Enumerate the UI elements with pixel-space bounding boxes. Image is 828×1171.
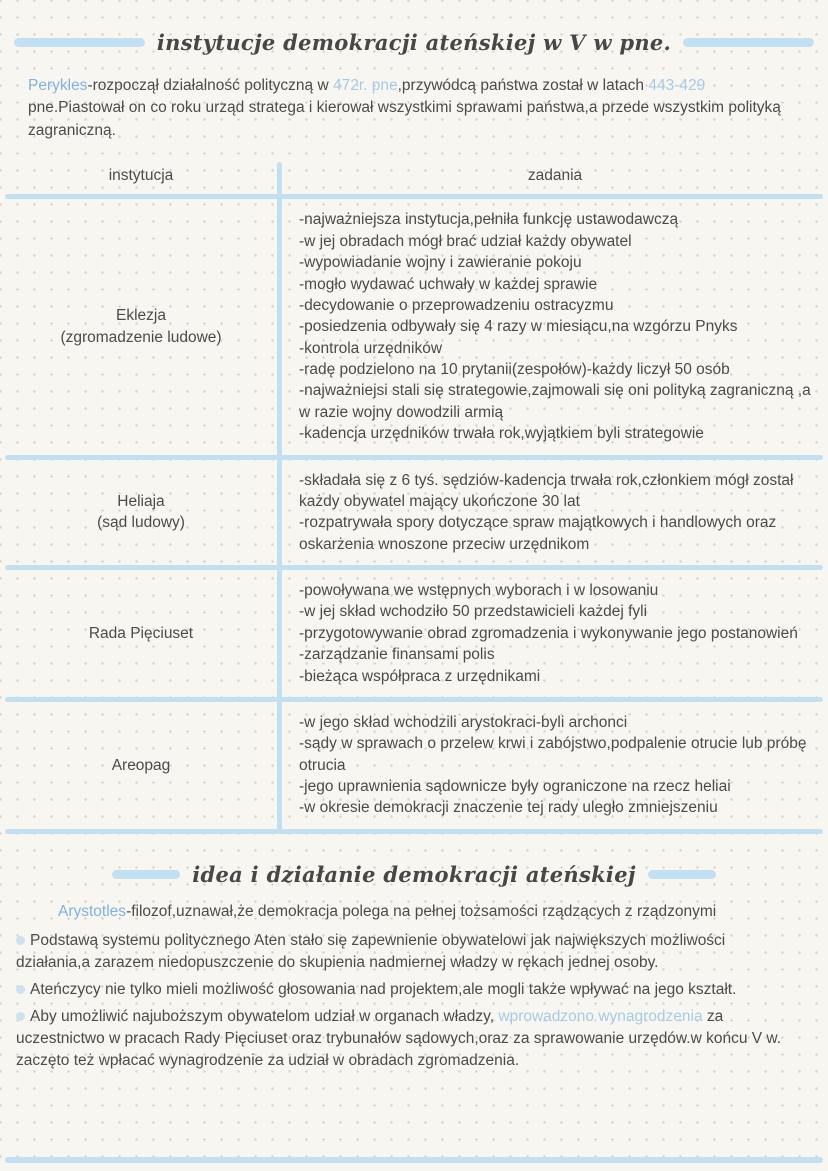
- table-row: [0, 702, 828, 829]
- bullet-text: [30, 981, 736, 998]
- task-line: -kadencja urzędników trwała rok,wyjątkiem byli strategowie: [299, 425, 704, 443]
- task-list: [282, 468, 828, 558]
- institution-cell: [0, 468, 282, 558]
- header-institution: instytucja: [108, 167, 174, 185]
- bullets: [16, 930, 802, 1072]
- intro-segment: -rozpoczął działalność polityczną w: [87, 77, 333, 94]
- task-line: -mogło wydawać uchwały w każdej sprawie: [299, 275, 598, 293]
- bullet-text: [16, 1008, 781, 1069]
- title-decoration-bar-left: [14, 38, 145, 47]
- header-tasks: zadania: [527, 167, 583, 185]
- institution-name: Rada Pięciuset: [88, 624, 194, 642]
- task-line: -radę podzielono na 10 prytanii(zespołów)-każdy liczył 50 osób: [299, 361, 730, 379]
- row-separator: [5, 455, 823, 460]
- task-line: -sądy w sprawach o przelew krwi i zabójstwo,podpalenie otrucie lub próbę otrucia: [299, 735, 807, 774]
- bullet-dot-icon: [16, 985, 25, 994]
- highlighted-text: wprowadzono wynagrodzenia: [498, 1008, 703, 1026]
- table-column-divider: [277, 162, 282, 830]
- task-line: -najważniejsza instytucja,pełniła funkcję ustawodawczą: [299, 211, 679, 229]
- bullet-text: [16, 932, 725, 971]
- bullet-segment: za uczestnictwo w pracach Rady Pięciuset oraz trybunałów sądowych,oraz za sprawowanie urzędów.w końcu V w. zaczęto też wpłacać wynagrodzenie za udział w obradach zgromadzenia.: [16, 1008, 782, 1070]
- aristotle-line: [58, 901, 798, 923]
- task-line: -przygotowywanie obrad zgromadzenia i wykonywanie jego postanowień: [299, 624, 798, 642]
- bullet-segment: Aby umożliwić najuboższym obywatelom udział w organach władzy,: [30, 1008, 499, 1026]
- task-list: [282, 207, 828, 446]
- date-highlight: 443-429: [648, 77, 706, 94]
- title-decoration-bar-right: [648, 870, 716, 879]
- intro-paragraph: [28, 75, 800, 142]
- task-line: -rozpatrywała spory dotyczące spraw majątkowych i handlowych oraz oskarżenia wnoszone przeciw urzędnikom: [299, 514, 777, 553]
- bullet-item: [16, 979, 802, 1001]
- task-line: -posiedzenia odbywały się 4 razy w miesiącu,na wzgórzu Pnyks: [299, 318, 738, 336]
- row-separator: [5, 194, 823, 199]
- table-body: [0, 199, 828, 833]
- arystotles-name: Arystotles: [58, 902, 127, 920]
- title-decoration-bar-left: [112, 870, 180, 879]
- bullet-dot-icon: [16, 936, 25, 945]
- table-row: [0, 460, 828, 566]
- bullet-segment: Ateńczycy nie tylko mieli możliwość głosowania nad projektem,ale mogli także wpływać na jego kształt.: [30, 981, 737, 999]
- bullet-segment: Podstawą systemu politycznego Aten stało się zapewnienie obywatelowi jak największych możliwości działania,a zarazem niedopuszczenie do skupienia nadmiernej władzy w rękach jednej osoby.: [16, 932, 726, 972]
- task-line: -w jej skład wchodziło 50 przedstawicieli każdej fyli: [299, 603, 648, 621]
- institution-cell: [0, 578, 282, 689]
- row-separator: [5, 565, 823, 570]
- aristotle-text: -filozof,uznawał,że demokracja polega na pełnej tożsamości rządzących z rządzonymi: [126, 902, 717, 920]
- table-header-row: [0, 162, 828, 194]
- task-list: [282, 578, 828, 689]
- task-line: -wypowiadanie wojny i zawieranie pokoju: [299, 254, 582, 272]
- task-line: -składała się z 6 tyś. sędziów-kadencja trwała rok,członkiem mógł został każdy obywatel mający ukończone 30 lat: [299, 471, 794, 510]
- institution-name: Heliaja: [117, 492, 165, 510]
- task-line: -decydowanie o przeprowadzeniu ostracyzmu: [299, 296, 614, 314]
- institution-name: Eklezja: [116, 307, 166, 325]
- bullet-item: [16, 930, 802, 974]
- intro-segment: pne.Piastował on co roku urząd stratega i kierował wszystkimi sprawami państwa,a przede wszystkim polityką zagraniczną.: [28, 99, 781, 139]
- row-separator: [5, 829, 823, 834]
- institution-cell: [0, 710, 282, 821]
- task-list: [282, 710, 828, 821]
- intro-segment: ,przywódcą państwa został w latach: [397, 77, 649, 94]
- section1-title-row: [14, 30, 814, 55]
- table-row: [0, 570, 828, 697]
- date-highlight: 472r. pne: [332, 77, 398, 94]
- section2-title-row: [112, 862, 716, 887]
- institution-subtitle: (sąd ludowy): [97, 514, 185, 532]
- institution-cell: [0, 207, 282, 446]
- institutions-table: [0, 162, 828, 833]
- bottom-decoration-bar: [5, 1157, 823, 1163]
- section1-title: instytucje demokracji ateńskiej w V w pne.: [156, 30, 672, 55]
- task-line: -zarządzanie finansami polis: [299, 646, 495, 664]
- row-separator: [5, 697, 823, 702]
- institution-name: Areopag: [111, 756, 171, 774]
- perykles-name: Perykles: [28, 77, 88, 94]
- task-line: -kontrola urzędników: [299, 339, 443, 357]
- bullet-dot-icon: [16, 1012, 25, 1021]
- table-row: [0, 199, 828, 454]
- task-line: -w jego skład wchodzili arystokraci-byli archonci: [299, 713, 628, 731]
- task-line: -najważniejsi stali się strategowie,zajmowali się oni polityką zagraniczną ,a w razie wojny dowodzili armią: [299, 382, 811, 421]
- title-decoration-bar-right: [683, 38, 814, 47]
- task-line: -bieżąca współpraca z urzędnikami: [299, 667, 541, 685]
- task-line: -powoływana we wstępnych wyborach i w losowaniu: [299, 582, 659, 600]
- task-line: -w okresie demokracji znaczenie tej rady uległo zmniejszeniu: [299, 799, 718, 817]
- task-line: -w jej obradach mógł brać udział każdy obywatel: [299, 232, 632, 250]
- institution-subtitle: (zgromadzenie ludowe): [60, 328, 222, 346]
- task-line: -jego uprawnienia sądownicze były ograniczone na rzecz heliai: [299, 778, 731, 796]
- section2-title: idea i działanie demokracji ateńskiej: [192, 861, 636, 887]
- bullet-item: [16, 1006, 802, 1072]
